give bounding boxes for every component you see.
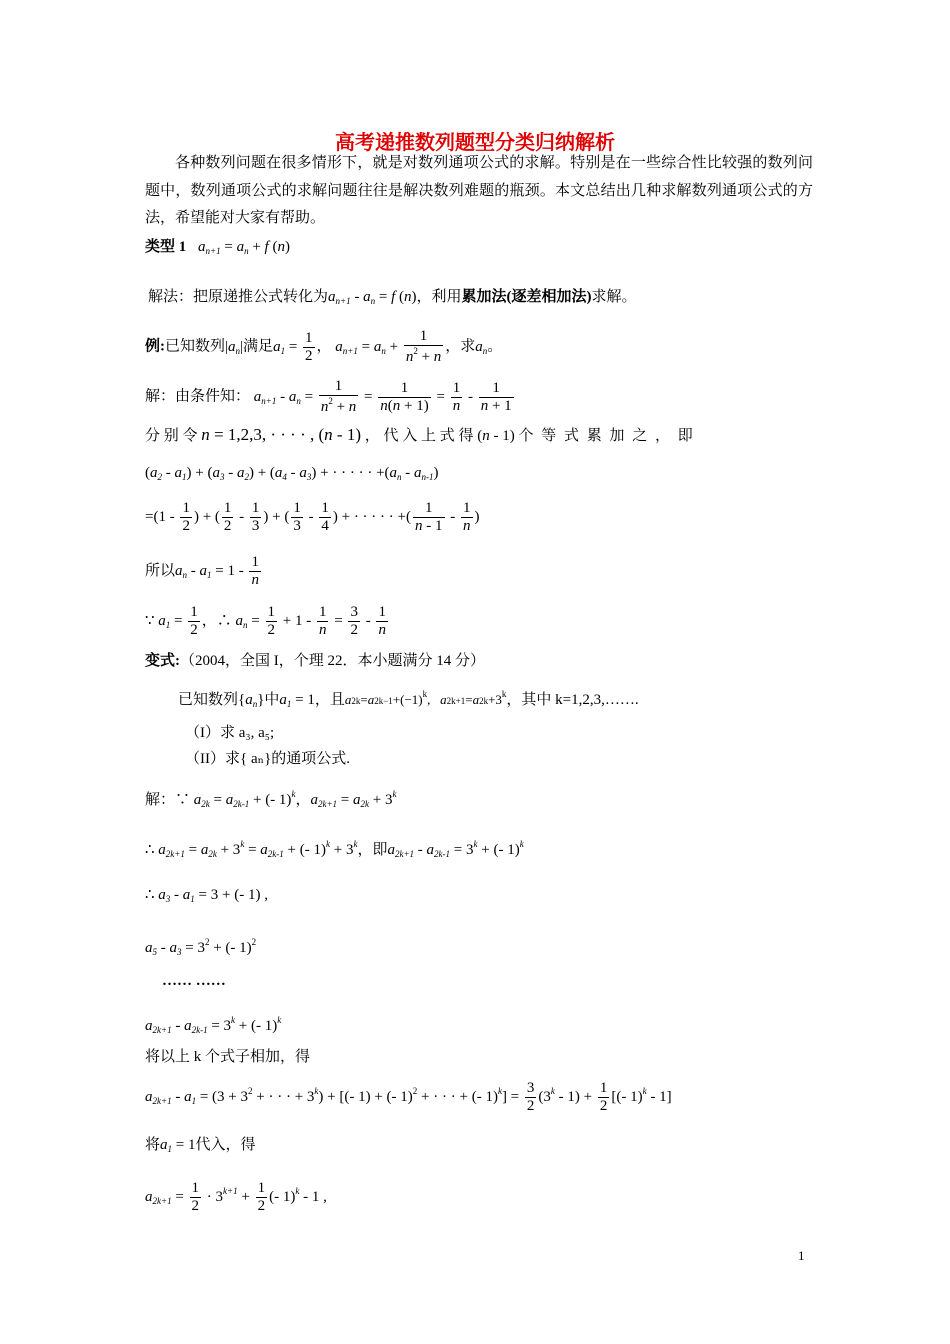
variant-source: （2004，全国 I，个理 22．本小题满分 14 分） <box>180 653 485 669</box>
so-line <box>145 554 263 590</box>
example-line: 例:已知数列$|a_n|$满足$a_1$ = $\frac{1}{2}$ ， $a_{n+1} = a_n$ + $\frac{1}{n^2 + n}$ ，求$a_n$。 <box>145 328 503 366</box>
problem-p4: ，其中 k=1,2,3,……. <box>506 692 639 708</box>
substitute-line: 将$a_1 = 1$代入，得 <box>145 1137 256 1154</box>
let-b: ， 代 入 上 式 得 <box>364 428 474 444</box>
method-line <box>148 290 637 306</box>
sum-line: $(a_2 - a_1) + (a_3 - a_2) + (a_4 - a_3)$ + · · · · · $+(a_n - a_{n-1})$ <box>145 465 439 482</box>
general-diff: $a_{2k+1} - a_{2k-1} = 3^k$ + (- 1)$^k$ <box>145 1015 282 1035</box>
type1-formula: $a_{n+1} = a_n + f$ (n) <box>198 239 290 256</box>
document-title: 高考递推数列题型分类归纳解析 <box>335 130 615 154</box>
a5-a3: $a_5 - a_3 = 3^2$ + (- 1)$^2$ <box>145 937 257 957</box>
sol2-prefix: 解：∵ <box>145 792 191 808</box>
seq-braces: $|a_n|$ <box>225 338 244 356</box>
therefore-2: ∴ <box>145 887 155 903</box>
recur-def: $a_{n+1} = a_n$ + $\frac{1}{n^2 + n}$ <box>335 328 442 366</box>
page-number: 1 <box>798 1248 805 1263</box>
add-k-line: 将以上 k 个式子相加，得 <box>145 1049 311 1065</box>
therefore-1: ∴ <box>145 842 155 858</box>
sol2-line1 <box>145 790 396 809</box>
type1-heading <box>145 240 290 256</box>
sol-prefix: 解：由条件知： <box>145 388 251 405</box>
telescoping-line: =(1 - $\frac{1}{2}$ ) + ( $\frac{1}{2}$ - $\frac{1}{3}$ ) + ( $\frac{1}{3}$ - $\frac{1}{4}$ ) + · · · · · +( $\frac{1}{n - 1}$ - $\frac{1}{n}$ ) <box>145 500 480 535</box>
question-2: （II）求{ aₙ}的通项公式. <box>185 751 351 767</box>
dots-line: …… …… <box>162 973 226 989</box>
n-values: n = 1,2,3, · · · · , (n - 1) <box>201 425 361 444</box>
problem-p3: ，且 <box>314 692 345 708</box>
diff-formula: $a_{n+1} - a_n$ = $\frac{1}{n^2 + n}$ = $\frac{1}{n(n + 1)}$ = $\frac{1}{n}$ - $\frac{1}{n + 1}$ <box>253 378 512 416</box>
example-text4: ，求 <box>445 338 476 355</box>
sub-a: 将 <box>145 1137 161 1153</box>
example-label: 例: <box>145 338 165 355</box>
method-formula: $a_{n+1} - a_n = f$ (n) <box>328 289 417 306</box>
problem-line: 已知数列$\{a_n\}$中$a_1 = 1$，且$a2k=a2k-1+(-1)^k$, $a2k+1=a2k+3^k$，其中 k=1,2,3,……. <box>178 689 639 709</box>
example-text1: 已知数列 <box>165 338 226 355</box>
so-prefix: 所以 <box>145 563 176 580</box>
method-suffix: 求解。 <box>591 289 637 305</box>
intro-paragraph: 各种数列问题在很多情形下，就是对数列通项公式的求解。特别是在一些综合性比较强的数列问题中，数列通项公式的求解问题往往是解决数列难题的瓶颈。本文总结出几种求解数列通项公式的方法，希望能对大家有帮助。 <box>145 155 813 226</box>
final-line: ∵ $a_1$ = $\frac{1}{2}$ ，∴ $a_n$ = $\frac{1}{2}$ + 1 - $\frac{1}{n}$ = $\frac{3}{2}$ - $\frac{1}{n}$ <box>145 604 386 639</box>
method-prefix: 解法：把原递推公式转化为 <box>148 289 329 305</box>
so-formula: $a_n - a_1 = 1$ - $\frac{1}{n}$ <box>175 554 259 589</box>
example-text2: 满足 <box>243 338 274 355</box>
method-mid: ，利用 <box>416 289 462 305</box>
problem-p1: 已知数列{ <box>178 692 246 708</box>
solution-line1 <box>145 378 516 417</box>
example-end: 。 <box>487 338 503 355</box>
type1-label: 类型 1 <box>145 239 187 255</box>
a3-a1: $a_3 - a_1 = 3$ + (- 1) , <box>158 887 268 904</box>
example-text3: ， <box>316 338 332 355</box>
variant-label: 变式: <box>145 653 180 669</box>
method-bold: 累加法(逐差相加法) <box>461 289 592 305</box>
let-c: 个 等 式 累 加 之 ， 即 <box>518 428 695 444</box>
question-1: （I）求 a₃, a₅; <box>185 725 275 741</box>
summed-formula: $a_{2k+1} - a_1 = (3 + 3^2$ + · · · + $3^k$) + [(- 1) + (- 1)$^2$ + · · · + (- 1)$^k$] = $\frac{3}{2}$ (3$^k$ - 1) + $\frac{1}{2}$ [(- 1)$^k$ - 1] <box>145 1080 672 1115</box>
variant-line <box>145 654 485 669</box>
ie-text: ，即 <box>357 842 388 858</box>
let-line <box>145 426 805 444</box>
result-formula: $a_{2k+1}$ = $\frac{1}{2}$ · $3^{k+1}$ + $\frac{1}{2}$ (- 1)$^k$ - 1 , <box>145 1180 327 1215</box>
sol2-line2: ∴ $a_{2k+1} = a_{2k} + 3^k = a_{2k-1}$ + (- $1)^k + 3^k$，即$a_{2k+1} - a_{2k-1} = 3^k$ + (- 1)$^k$ <box>145 839 524 859</box>
sol2-line3 <box>145 888 268 904</box>
problem-p2: }中 <box>257 692 280 708</box>
a1-def: $a_1$ = $\frac{1}{2}$ <box>273 329 313 364</box>
let-a: 分 别 令 <box>145 428 198 444</box>
sub-b: 代入，得 <box>195 1137 256 1153</box>
sol2-formula: $a_{2k} = a_{2k-1}$ + (- 1)$^k$，$a_{2k+1} = a_{2k} + 3^k$ <box>193 789 397 809</box>
n-minus-1: (n - 1) <box>477 428 515 444</box>
sol2-line2-formula: $a_{2k+1} = a_{2k} + 3^k = a_{2k-1}$ + (- $1)^k + 3^k$ <box>158 839 358 859</box>
